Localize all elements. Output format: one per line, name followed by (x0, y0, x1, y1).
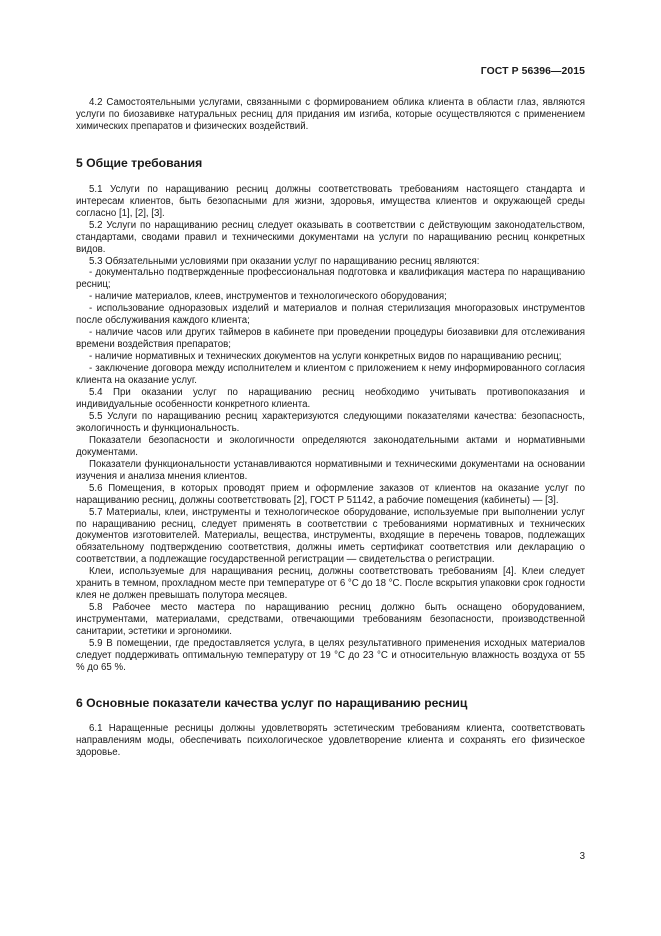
section-6-title: 6 Основные показатели качества услуг по наращиванию ресниц (76, 695, 468, 710)
list-item: - наличие материалов, клеев, инструментов и технологического оборудования; (89, 291, 447, 303)
page-content (76, 97, 585, 759)
list-item: - использование одноразовых изделий и материалов и полная стерилизация многоразовых инструментов после обслуживания каждого клиента; (76, 303, 585, 327)
paragraph-functionality: Показатели функциональности устанавливаются нормативными и техническими документами на основании изучения и анализа мнения клиентов. (76, 458, 585, 482)
paragraph-5-4: 5.4 При оказании услуг по наращиванию ресниц необходимо учитывать противопоказания и индивидуальные особенности конкретного клиента. (76, 387, 585, 410)
paragraph-5-5: 5.5 Услуги по наращиванию ресниц характеризуются следующими показателями качества: безопасность, экологичность и функциональность. (76, 410, 585, 434)
paragraph-5-1: 5.1 Услуги по наращиванию ресниц должны соответствовать требованиям настоящего стандарта и интересам клиентов, быть безопасными для жизни, здоровья, имущества клиентов и окружающей среды согласно [1], [2], [3]. (76, 183, 585, 219)
list-item: - документально подтвержденные профессиональная подготовка и квалификация мастера по наращиванию ресниц; (76, 267, 585, 291)
paragraph-6-1: 6.1 Наращенные ресницы должны удовлетворять эстетическим требованиям клиента, соответствовать направлениям моды, обеспечивать психологическое удовлетворение клиента и сохранять его физическое здоровье. (76, 722, 585, 758)
document-header: ГОСТ Р 56396—2015 (480, 66, 585, 77)
section-5-title: 5 Общие требования (76, 155, 203, 170)
paragraph-5-8: 5.8 Рабочее место мастера по наращиванию ресниц должно быть оснащено оборудованием, инструментами, материалами, средствами, отвечающими требованиям безопасности, производственной санитарии, эстетики и эргономики. (76, 602, 585, 638)
list-item: - наличие нормативных и технических документов на услуги конкретных видов по наращиванию ресниц; (89, 351, 562, 363)
list-item: - заключение договора между исполнителем и клиентом с приложением к нему информированного согласия клиента на оказание услуг. (76, 363, 585, 387)
page-number: 3 (579, 851, 585, 862)
paragraph-safety: Показатели безопасности и экологичности определяются законодательными актами и нормативными документами. (76, 434, 585, 458)
paragraph-4-2: 4.2 Самостоятельными услугами, связанными с формированием облика клиента в области глаз, являются услуги по биозавивке натуральных ресниц для придания им изгиба, которые осуществляются с применением химических препаратов и физических воздействий. (76, 97, 585, 132)
list-item: - наличие часов или других таймеров в кабинете при проведении процедуры биозавивки для отслеживания времени воздействия препаратов; (76, 327, 585, 351)
paragraph-5-9: 5.9 В помещении, где предоставляется услуга, в целях результативного применения исходных материалов следует поддерживать оптимальную температуру от 19 °С до 23 °С и относительную влажность воздуха от 55 % до 65 %. (76, 638, 585, 673)
paragraph-5-7: 5.7 Материалы, клеи, инструменты и технологическое оборудование, используемые при выполнении услуг по наращиванию ресниц, следует применять в соответствии с требованиями нормативных и технических документов изготовителей. Материалы, вещества, инструменты, входящие в перечень товаров, подлежащих обязательному подтверждению соответствия, должны иметь сертификат соответствия или декларацию о соответствии, а подлежащие государственной регистрации — свидетельства о регистрации. (76, 506, 585, 566)
paragraph-glues: Клеи, используемые для наращивания ресниц, должны соответствовать требованиям [4]. Клеи следует хранить в темном, прохладном месте при температуре от 6 °С до 18 °С. После вскрытия упаковки срок годности клея не должен превышать полутора месяцев. (76, 566, 585, 602)
paragraph-5-6: 5.6 Помещения, в которых проводят прием и оформление заказов от клиентов на оказание услуг по наращиванию ресниц, должны соответствовать [2], ГОСТ Р 51142, а рабочие помещения (кабинеты) — [3]. (76, 482, 585, 506)
paragraph-5-3: 5.3 Обязательными условиями при оказании услуг по наращиванию ресниц являются: (89, 255, 480, 267)
paragraph-5-2: 5.2 Услуги по наращиванию ресниц следует оказывать в соответствии с действующим законодательством, стандартами, сводами правил и техническими документами на услуги по наращиванию ресниц конкретных видов. (76, 219, 585, 255)
